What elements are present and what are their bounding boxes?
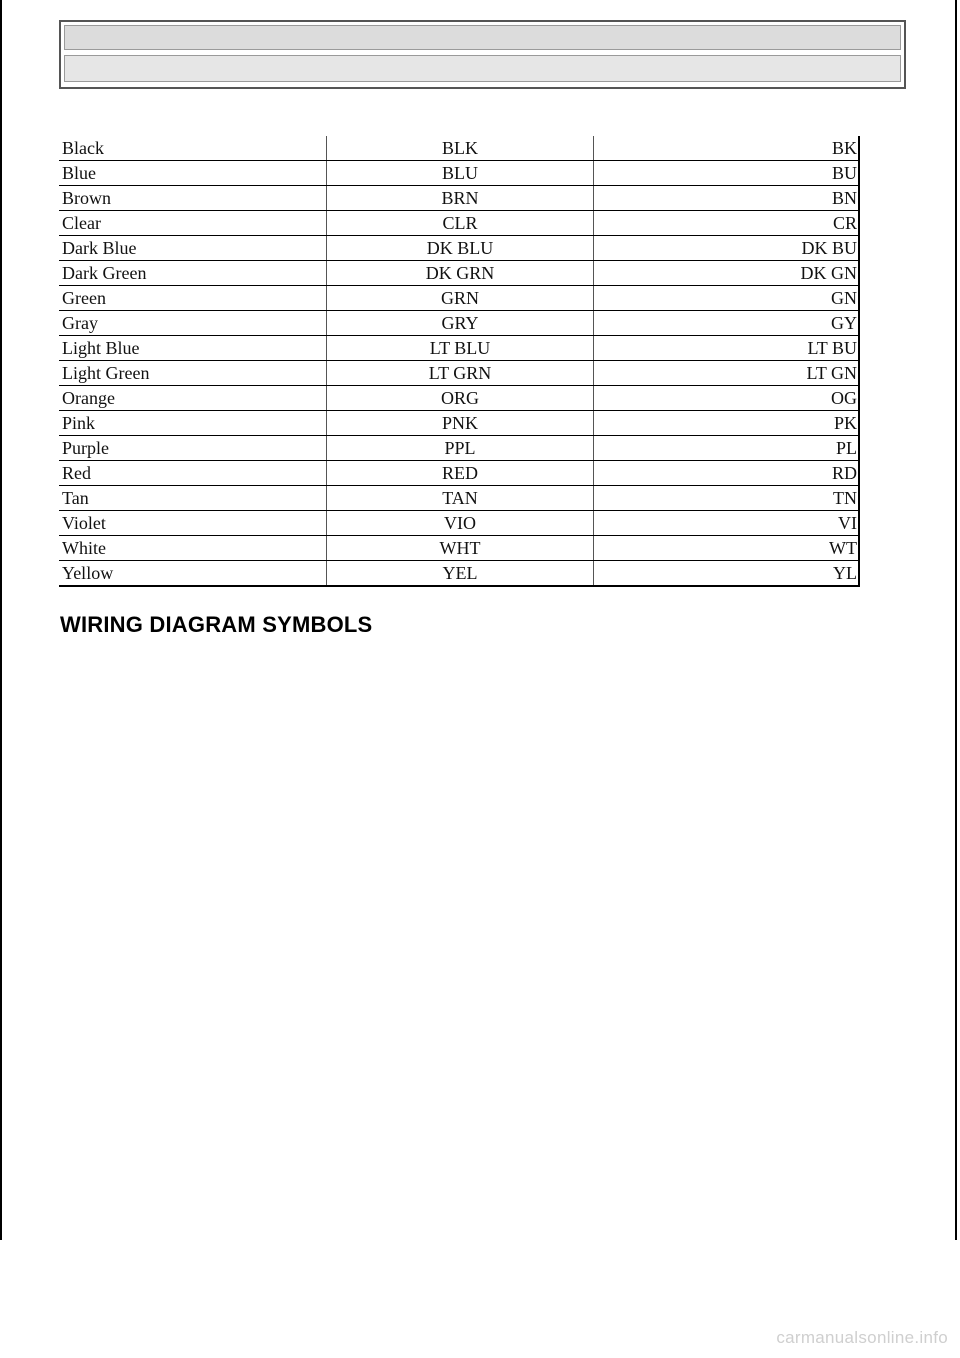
color-abbreviation-cell: PPL bbox=[327, 436, 594, 461]
color-name-cell: Gray bbox=[59, 311, 327, 336]
color-name-cell: Dark Green bbox=[59, 261, 327, 286]
table-row bbox=[59, 286, 859, 311]
color-abbreviation-cell: GRN bbox=[327, 286, 594, 311]
color-abbreviation-cell: BRN bbox=[327, 186, 594, 211]
color-name-cell: Clear bbox=[59, 211, 327, 236]
color-code-cell: DK GN bbox=[594, 261, 860, 286]
color-abbreviation-cell: BLK bbox=[327, 136, 594, 161]
table-row bbox=[59, 461, 859, 486]
color-abbreviation-cell: VIO bbox=[327, 511, 594, 536]
color-name-cell: Dark Blue bbox=[59, 236, 327, 261]
color-code-cell: LT BU bbox=[594, 336, 860, 361]
color-code-cell: BN bbox=[594, 186, 860, 211]
table-row bbox=[59, 336, 859, 361]
color-code-cell: LT GN bbox=[594, 361, 860, 386]
color-name-cell: Red bbox=[59, 461, 327, 486]
color-abbreviation-cell: DK GRN bbox=[327, 261, 594, 286]
color-name-cell: White bbox=[59, 536, 327, 561]
table-row bbox=[59, 561, 859, 587]
table-row bbox=[59, 186, 859, 211]
table-row bbox=[59, 311, 859, 336]
table-row bbox=[59, 261, 859, 286]
color-abbreviation-cell: ORG bbox=[327, 386, 594, 411]
color-code-cell: CR bbox=[594, 211, 860, 236]
table-row bbox=[59, 211, 859, 236]
color-code-cell: VI bbox=[594, 511, 860, 536]
color-code-cell: GN bbox=[594, 286, 860, 311]
table-row bbox=[59, 511, 859, 536]
color-code-cell: DK BU bbox=[594, 236, 860, 261]
color-abbreviation-cell: RED bbox=[327, 461, 594, 486]
document-header bbox=[59, 20, 906, 89]
section-heading: WIRING DIAGRAM SYMBOLS bbox=[60, 612, 373, 637]
color-name-cell: Light Green bbox=[59, 361, 327, 386]
color-name-cell: Violet bbox=[59, 511, 327, 536]
color-abbreviation-cell: WHT bbox=[327, 536, 594, 561]
color-name-cell: Green bbox=[59, 286, 327, 311]
color-code-cell: OG bbox=[594, 386, 860, 411]
color-code-cell: BK bbox=[594, 136, 860, 161]
color-name-cell: Blue bbox=[59, 161, 327, 186]
color-name-cell: Purple bbox=[59, 436, 327, 461]
color-abbreviation-cell: TAN bbox=[327, 486, 594, 511]
color-name-cell: Pink bbox=[59, 411, 327, 436]
color-name-cell: Orange bbox=[59, 386, 327, 411]
table-row bbox=[59, 536, 859, 561]
color-name-cell: Yellow bbox=[59, 561, 327, 587]
color-abbreviation-cell: BLU bbox=[327, 161, 594, 186]
color-abbreviation-cell: PNK bbox=[327, 411, 594, 436]
color-code-cell: YL bbox=[833, 563, 857, 583]
color-abbreviation-cell: LT GRN bbox=[327, 361, 594, 386]
color-abbreviation-cell: DK BLU bbox=[327, 236, 594, 261]
table-row bbox=[59, 161, 859, 186]
table-row bbox=[59, 236, 859, 261]
color-abbreviation-cell: LT BLU bbox=[327, 336, 594, 361]
color-code-cell: BU bbox=[594, 161, 860, 186]
table-row bbox=[59, 436, 859, 461]
color-name-cell: Black bbox=[59, 136, 327, 161]
color-abbreviation-cell: CLR bbox=[327, 211, 594, 236]
table-row bbox=[59, 386, 859, 411]
color-code-cell: WT bbox=[594, 536, 860, 561]
header-bar-bottom bbox=[64, 55, 901, 82]
color-abbreviation-cell: GRY bbox=[327, 311, 594, 336]
wire-color-table bbox=[59, 136, 860, 587]
color-code-cell: RD bbox=[594, 461, 860, 486]
color-code-cell: GY bbox=[594, 311, 860, 336]
watermark: carmanualsonline.info bbox=[776, 1328, 948, 1347]
wire-color-table-body bbox=[59, 136, 859, 586]
table-row bbox=[59, 486, 859, 511]
color-code-cell: PL bbox=[594, 436, 860, 461]
color-code-cell: PK bbox=[594, 411, 860, 436]
color-name-cell: Light Blue bbox=[59, 336, 327, 361]
color-name-cell: Tan bbox=[59, 486, 327, 511]
header-bar-top bbox=[64, 25, 901, 50]
table-row bbox=[59, 411, 859, 436]
table-row bbox=[59, 361, 859, 386]
color-abbreviation-cell: YEL bbox=[327, 561, 594, 587]
color-name-cell: Brown bbox=[59, 186, 327, 211]
table-row bbox=[59, 136, 859, 161]
color-code-cell: TN bbox=[594, 486, 860, 511]
